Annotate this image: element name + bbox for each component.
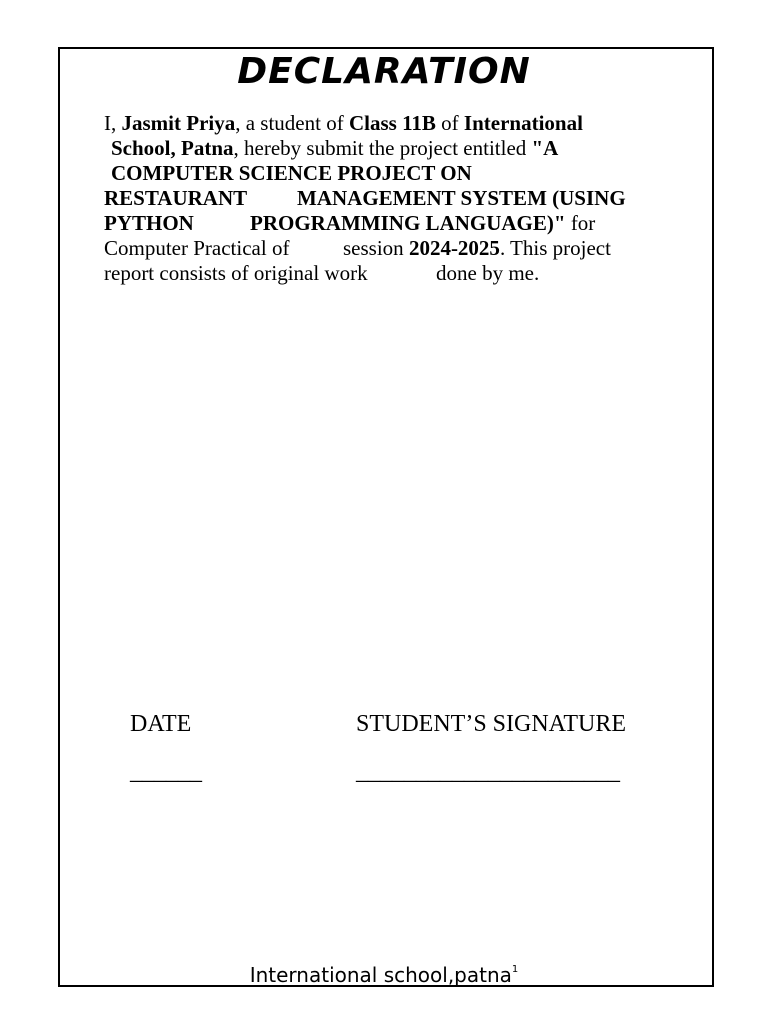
declaration-line-4 — [104, 186, 247, 211]
declaration-line-7-cont — [436, 261, 539, 286]
declaration-line-6 — [104, 236, 289, 261]
text-segment: , hereby submit the project entitled — [233, 136, 532, 160]
project-title-part: COMPUTER SCIENCE PROJECT ON — [111, 161, 472, 185]
text-segment: , a student of — [235, 111, 349, 135]
text-segment: report consists of original work — [104, 261, 368, 285]
project-title-part: "A — [531, 136, 559, 160]
declaration-line-2 — [111, 136, 558, 161]
text-segment: of — [435, 111, 464, 135]
text-segment: Computer Practical of — [104, 236, 290, 260]
class-name: Class 11B — [348, 111, 436, 135]
text-segment: I, — [104, 111, 122, 135]
project-title-part: MANAGEMENT SYSTEM (USING — [297, 186, 626, 210]
page-title: DECLARATION — [237, 51, 531, 92]
project-title-part: PROGRAMMING LANGUAGE)" — [250, 211, 566, 235]
project-title-part: RESTAURANT — [104, 186, 248, 210]
footer-text: International school,patna — [249, 963, 512, 987]
declaration-line-3 — [111, 161, 472, 186]
text-segment: for — [565, 211, 596, 235]
school-name-part: School, Patna — [111, 136, 234, 160]
date-label: DATE — [130, 711, 192, 737]
declaration-line-7 — [104, 261, 368, 286]
declaration-line-4-cont — [297, 186, 626, 211]
text-segment: . This project — [499, 236, 611, 260]
session-years: 2024-2025 — [408, 236, 500, 260]
text-segment: done by me. — [436, 261, 540, 285]
date-line: ______ — [130, 759, 202, 785]
page-number: 1 — [511, 964, 519, 975]
school-name-part: International — [463, 111, 583, 135]
signature-line: ______________________ — [356, 759, 620, 785]
declaration-line-5-cont — [250, 211, 595, 236]
project-title-part: PYTHON — [104, 211, 194, 235]
declaration-line-5 — [104, 211, 194, 236]
student-name: Jasmit Priya — [121, 111, 236, 135]
student-signature-label: STUDENT’S SIGNATURE — [356, 711, 626, 737]
declaration-line-1 — [104, 111, 583, 136]
declaration-line-6-cont — [343, 236, 611, 261]
footer — [0, 957, 768, 988]
text-segment: session — [343, 236, 409, 260]
